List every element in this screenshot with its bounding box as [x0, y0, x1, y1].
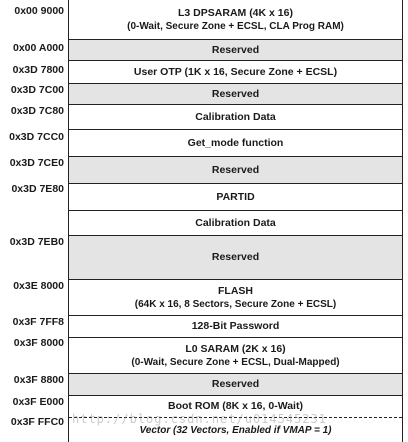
- calibration-data-block: [69, 210, 402, 235]
- reserved-block: [69, 235, 402, 279]
- address-label: 0x3D 7C00: [10, 84, 64, 96]
- password-label: 128-Bit Password: [191, 320, 280, 332]
- get-mode-function-block: [69, 129, 402, 156]
- flash-title: FLASH: [218, 284, 253, 297]
- l3-dpsaram-title: L3 DPSARAM (4K x 16): [178, 6, 293, 19]
- address-label: 0x3D 7C80: [10, 105, 64, 117]
- address-label: 0x3D 7CE0: [9, 157, 64, 169]
- reserved-label: Reserved: [211, 251, 260, 263]
- reserved-block: [69, 83, 402, 104]
- address-label: 0x3D 7E80: [11, 183, 64, 195]
- flash-block: [69, 279, 402, 315]
- address-label: 0x3D 7800: [12, 64, 64, 76]
- partid-block: [69, 183, 402, 210]
- address-label: 0x00 9000: [14, 5, 64, 17]
- boot-rom-label: Boot ROM (8K x 16, 0-Wait): [168, 400, 303, 412]
- address-label: 0x3F FFC0: [10, 416, 64, 428]
- reserved-block: [69, 156, 402, 183]
- address-label: 0x3F 8000: [13, 337, 64, 349]
- l0-saram-subtitle: (0-Wait, Secure Zone + ECSL, Dual-Mapped): [131, 356, 340, 368]
- watermark-text: http://blog.csdn.net/u014545231: [72, 412, 327, 426]
- reserved-label: Reserved: [211, 378, 260, 390]
- address-label: 0x3D 7EB0: [9, 236, 64, 248]
- address-label: 0x00 A000: [13, 42, 64, 54]
- reserved-block: [69, 39, 402, 60]
- user-otp-label: User OTP (1K x 16, Secure Zone + ECSL): [133, 65, 338, 78]
- partid-label: PARTID: [216, 190, 255, 203]
- boot-rom-block: [69, 395, 402, 417]
- address-label: 0x3D 7CC0: [9, 131, 64, 143]
- reserved-label: Reserved: [211, 87, 260, 100]
- address-label: 0x3F E000: [12, 396, 64, 408]
- get-mode-function-label: Get_mode function: [187, 136, 284, 149]
- l0-saram-block: [69, 337, 402, 373]
- calibration-data-label: Calibration Data: [195, 216, 276, 229]
- l0-saram-title: L0 SARAM (2K x 16): [185, 342, 286, 355]
- address-label: 0x3F 7FF8: [12, 316, 64, 328]
- reserved-block: [69, 373, 402, 395]
- calibration-data-block: [69, 104, 402, 129]
- user-otp-block: [69, 60, 402, 83]
- l3-dpsaram-subtitle: (0-Wait, Secure Zone + ECSL, CLA Prog RAM): [127, 20, 344, 32]
- vector-block: [69, 417, 402, 442]
- reserved-label: Reserved: [211, 43, 260, 56]
- flash-subtitle: (64K x 16, 8 Sectors, Secure Zone + ECSL): [134, 298, 337, 310]
- password-block: [69, 315, 402, 337]
- address-label: 0x3E 8000: [13, 280, 64, 292]
- memory-map: [68, 0, 403, 442]
- address-label: 0x3F 8800: [13, 374, 64, 386]
- l3-dpsaram-block: [69, 0, 402, 39]
- reserved-label: Reserved: [211, 163, 260, 176]
- vector-label: Vector (32 Vectors, Enabled if VMAP = 1): [139, 424, 332, 436]
- calibration-data-label: Calibration Data: [195, 110, 276, 123]
